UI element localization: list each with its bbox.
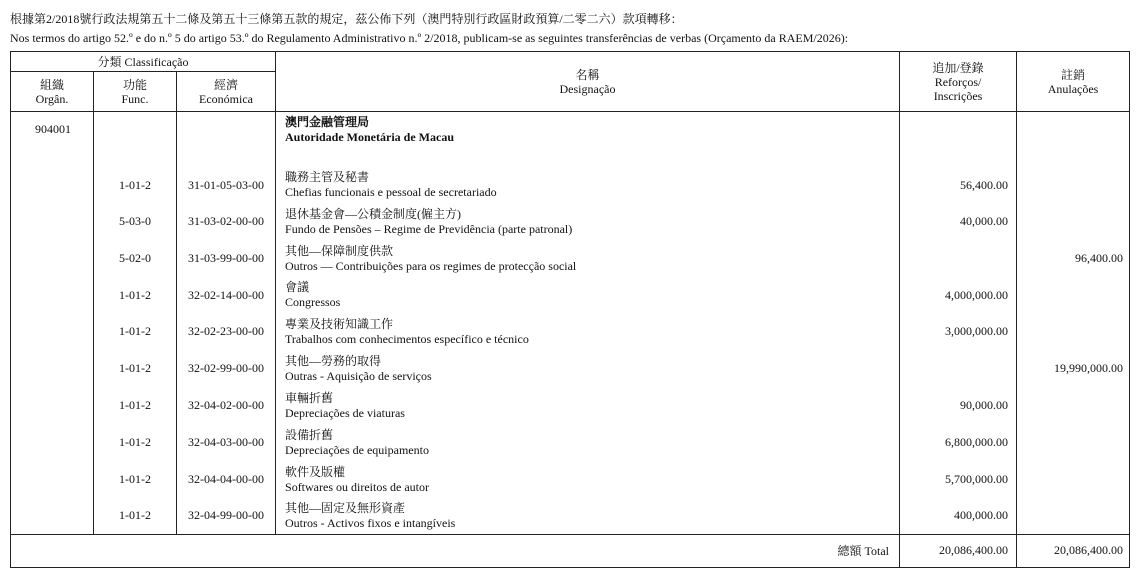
header-organic-pt: Orgân. [35, 91, 69, 106]
designation [276, 498, 900, 534]
annulment-amount [1017, 498, 1130, 534]
header-reinforcements-pt1: Reforços/ [934, 74, 982, 89]
designation-pt: Trabalhos com conhecimentos específico e técnico [285, 331, 529, 346]
organization-designation [276, 112, 900, 168]
organic-cell [11, 277, 94, 313]
organization-code: 904001 [11, 112, 94, 168]
designation [276, 424, 900, 461]
annulment-amount [1017, 424, 1130, 461]
designation-zh: 設備折舊 [285, 427, 334, 442]
economic-code: 32-02-23-00-00 [177, 313, 276, 350]
header-organic [11, 72, 94, 112]
designation-pt: Depreciações de viaturas [285, 405, 405, 420]
annulment-amount [1017, 277, 1130, 313]
header-organic-zh: 組織 [39, 77, 64, 92]
total-row [11, 534, 1130, 567]
annulment-amount [1017, 203, 1130, 240]
organic-cell [11, 387, 94, 424]
economic-code: 31-03-99-00-00 [177, 240, 276, 277]
reinforcement-amount: 4,000,000.00 [900, 277, 1017, 313]
organic-cell [11, 424, 94, 461]
header-function-pt: Func. [121, 91, 149, 106]
designation [276, 350, 900, 387]
designation-zh: 其他—保障制度供款 [285, 243, 394, 258]
reinforcement-amount: 5,700,000.00 [900, 461, 1017, 498]
header-designation-zh: 名稱 [575, 67, 600, 82]
annulment-amount: 19,990,000.00 [1017, 350, 1130, 387]
organic-cell [11, 498, 94, 534]
organic-cell [11, 167, 94, 203]
table-row [11, 387, 1130, 424]
designation [276, 387, 900, 424]
header-function [94, 72, 177, 112]
designation-zh: 其他—固定及無形資產 [285, 500, 406, 515]
function-code: 1-01-2 [94, 167, 177, 203]
function-code: 1-01-2 [94, 498, 177, 534]
annulment-amount [1017, 461, 1130, 498]
designation-pt: Depreciações de equipamento [285, 442, 429, 457]
header-reinforcements-pt2: Inscrições [933, 88, 983, 103]
reinforcement-amount [900, 350, 1017, 387]
header-annulments-zh: 註銷 [1061, 67, 1086, 82]
designation-zh: 退休基金會—公積金制度(僱主方) [285, 206, 462, 221]
economic-code: 32-02-14-00-00 [177, 277, 276, 313]
header-economic [177, 72, 276, 112]
organization-row [11, 112, 1130, 168]
organic-cell [11, 350, 94, 387]
header-economic-pt: Económica [199, 91, 253, 106]
economic-code: 32-04-99-00-00 [177, 498, 276, 534]
designation [276, 240, 900, 277]
empty-cell [1017, 112, 1130, 168]
reinforcement-amount: 56,400.00 [900, 167, 1017, 203]
table-row [11, 498, 1130, 534]
reinforcement-amount: 6,800,000.00 [900, 424, 1017, 461]
designation-zh: 會議 [285, 280, 310, 294]
economic-code: 31-03-02-00-00 [177, 203, 276, 240]
economic-code: 32-04-03-00-00 [177, 424, 276, 461]
table-row [11, 313, 1130, 350]
organic-cell [11, 461, 94, 498]
transfer-table [10, 51, 1130, 568]
function-code: 5-03-0 [94, 203, 177, 240]
total-label: 總額 Total [11, 534, 900, 567]
organization-name-zh: 澳門金融管理局 [285, 115, 370, 129]
function-code: 1-01-2 [94, 424, 177, 461]
header-function-zh: 功能 [122, 77, 147, 92]
empty-cell [177, 112, 276, 168]
function-code: 5-02-0 [94, 240, 177, 277]
empty-cell [900, 112, 1017, 168]
designation [276, 277, 900, 313]
designation-pt: Chefias funcionais e pessoal de secretariado [285, 185, 497, 199]
header-designation [276, 52, 900, 112]
designation [276, 461, 900, 498]
item-rows [11, 167, 1130, 534]
designation [276, 313, 900, 350]
empty-cell [94, 112, 177, 168]
designation-pt: Softwares ou direitos de autor [285, 479, 429, 494]
function-code: 1-01-2 [94, 313, 177, 350]
reinforcement-amount: 40,000.00 [900, 203, 1017, 240]
annulment-amount [1017, 387, 1130, 424]
function-code: 1-01-2 [94, 387, 177, 424]
annulment-amount [1017, 313, 1130, 350]
economic-code: 32-04-02-00-00 [177, 387, 276, 424]
function-code: 1-01-2 [94, 350, 177, 387]
header-reinforcements-zh: 追加/登錄 [932, 60, 984, 75]
designation-pt: Outras - Aquisição de serviços [285, 368, 432, 383]
header-economic-zh: 經濟 [214, 77, 239, 92]
table-row [11, 240, 1130, 277]
designation-zh: 專業及技術知識工作 [285, 316, 394, 331]
organic-cell [11, 240, 94, 277]
table-row [11, 424, 1130, 461]
function-code: 1-01-2 [94, 461, 177, 498]
reinforcement-amount: 3,000,000.00 [900, 313, 1017, 350]
header-designation-pt: Designação [559, 81, 616, 96]
intro-text-pt: Nos termos do artigo 52.º e do n.º 5 do artigo 53.º do Regulamento Administrativo n.º 2/2018, publicam-se as seguintes transferências de verbas (Orçamento da RAEM/2026): [10, 31, 849, 45]
header-reinforcements [900, 52, 1017, 112]
header-annulments-pt: Anulações [1047, 81, 1099, 96]
economic-code: 32-04-04-00-00 [177, 461, 276, 498]
economic-code: 31-01-05-03-00 [177, 167, 276, 203]
designation-pt: Congressos [285, 295, 341, 309]
designation-pt: Outros — Contribuições para os regimes de protecção social [285, 258, 577, 273]
function-code: 1-01-2 [94, 277, 177, 313]
organic-cell [11, 313, 94, 350]
header-classification: 分類 Classificação [11, 52, 276, 72]
reinforcement-amount [900, 240, 1017, 277]
table-row [11, 277, 1130, 313]
designation [276, 203, 900, 240]
designation-pt: Outros - Activos fixos e intangíveis [285, 515, 456, 530]
table-row [11, 203, 1130, 240]
designation-zh: 其他—勞務的取得 [285, 353, 382, 368]
organic-cell [11, 203, 94, 240]
table-row [11, 350, 1130, 387]
annulment-amount: 96,400.00 [1017, 240, 1130, 277]
total-reinforcements: 20,086,400.00 [900, 534, 1017, 567]
table-row [11, 461, 1130, 498]
designation-zh: 車輛折舊 [285, 390, 334, 405]
designation [276, 167, 900, 203]
total-annulments: 20,086,400.00 [1017, 534, 1130, 567]
designation-pt: Fundo de Pensões – Regime de Previdência (parte patronal) [285, 221, 573, 236]
economic-code: 32-02-99-00-00 [177, 350, 276, 387]
reinforcement-amount: 90,000.00 [900, 387, 1017, 424]
annulment-amount [1017, 167, 1130, 203]
organization-name-pt: Autoridade Monetária de Macau [285, 130, 454, 144]
designation-zh: 職務主管及秘書 [285, 170, 370, 184]
designation-zh: 軟件及版權 [285, 464, 346, 479]
header-annulments [1017, 52, 1130, 112]
table-row [11, 167, 1130, 203]
intro-text-zh: 根據第2/2018號行政法規第五十二條及第五十三條第五款的規定，茲公佈下列（澳門特別行政區財政預算/二零二六）款項轉移： [10, 12, 683, 26]
reinforcement-amount: 400,000.00 [900, 498, 1017, 534]
